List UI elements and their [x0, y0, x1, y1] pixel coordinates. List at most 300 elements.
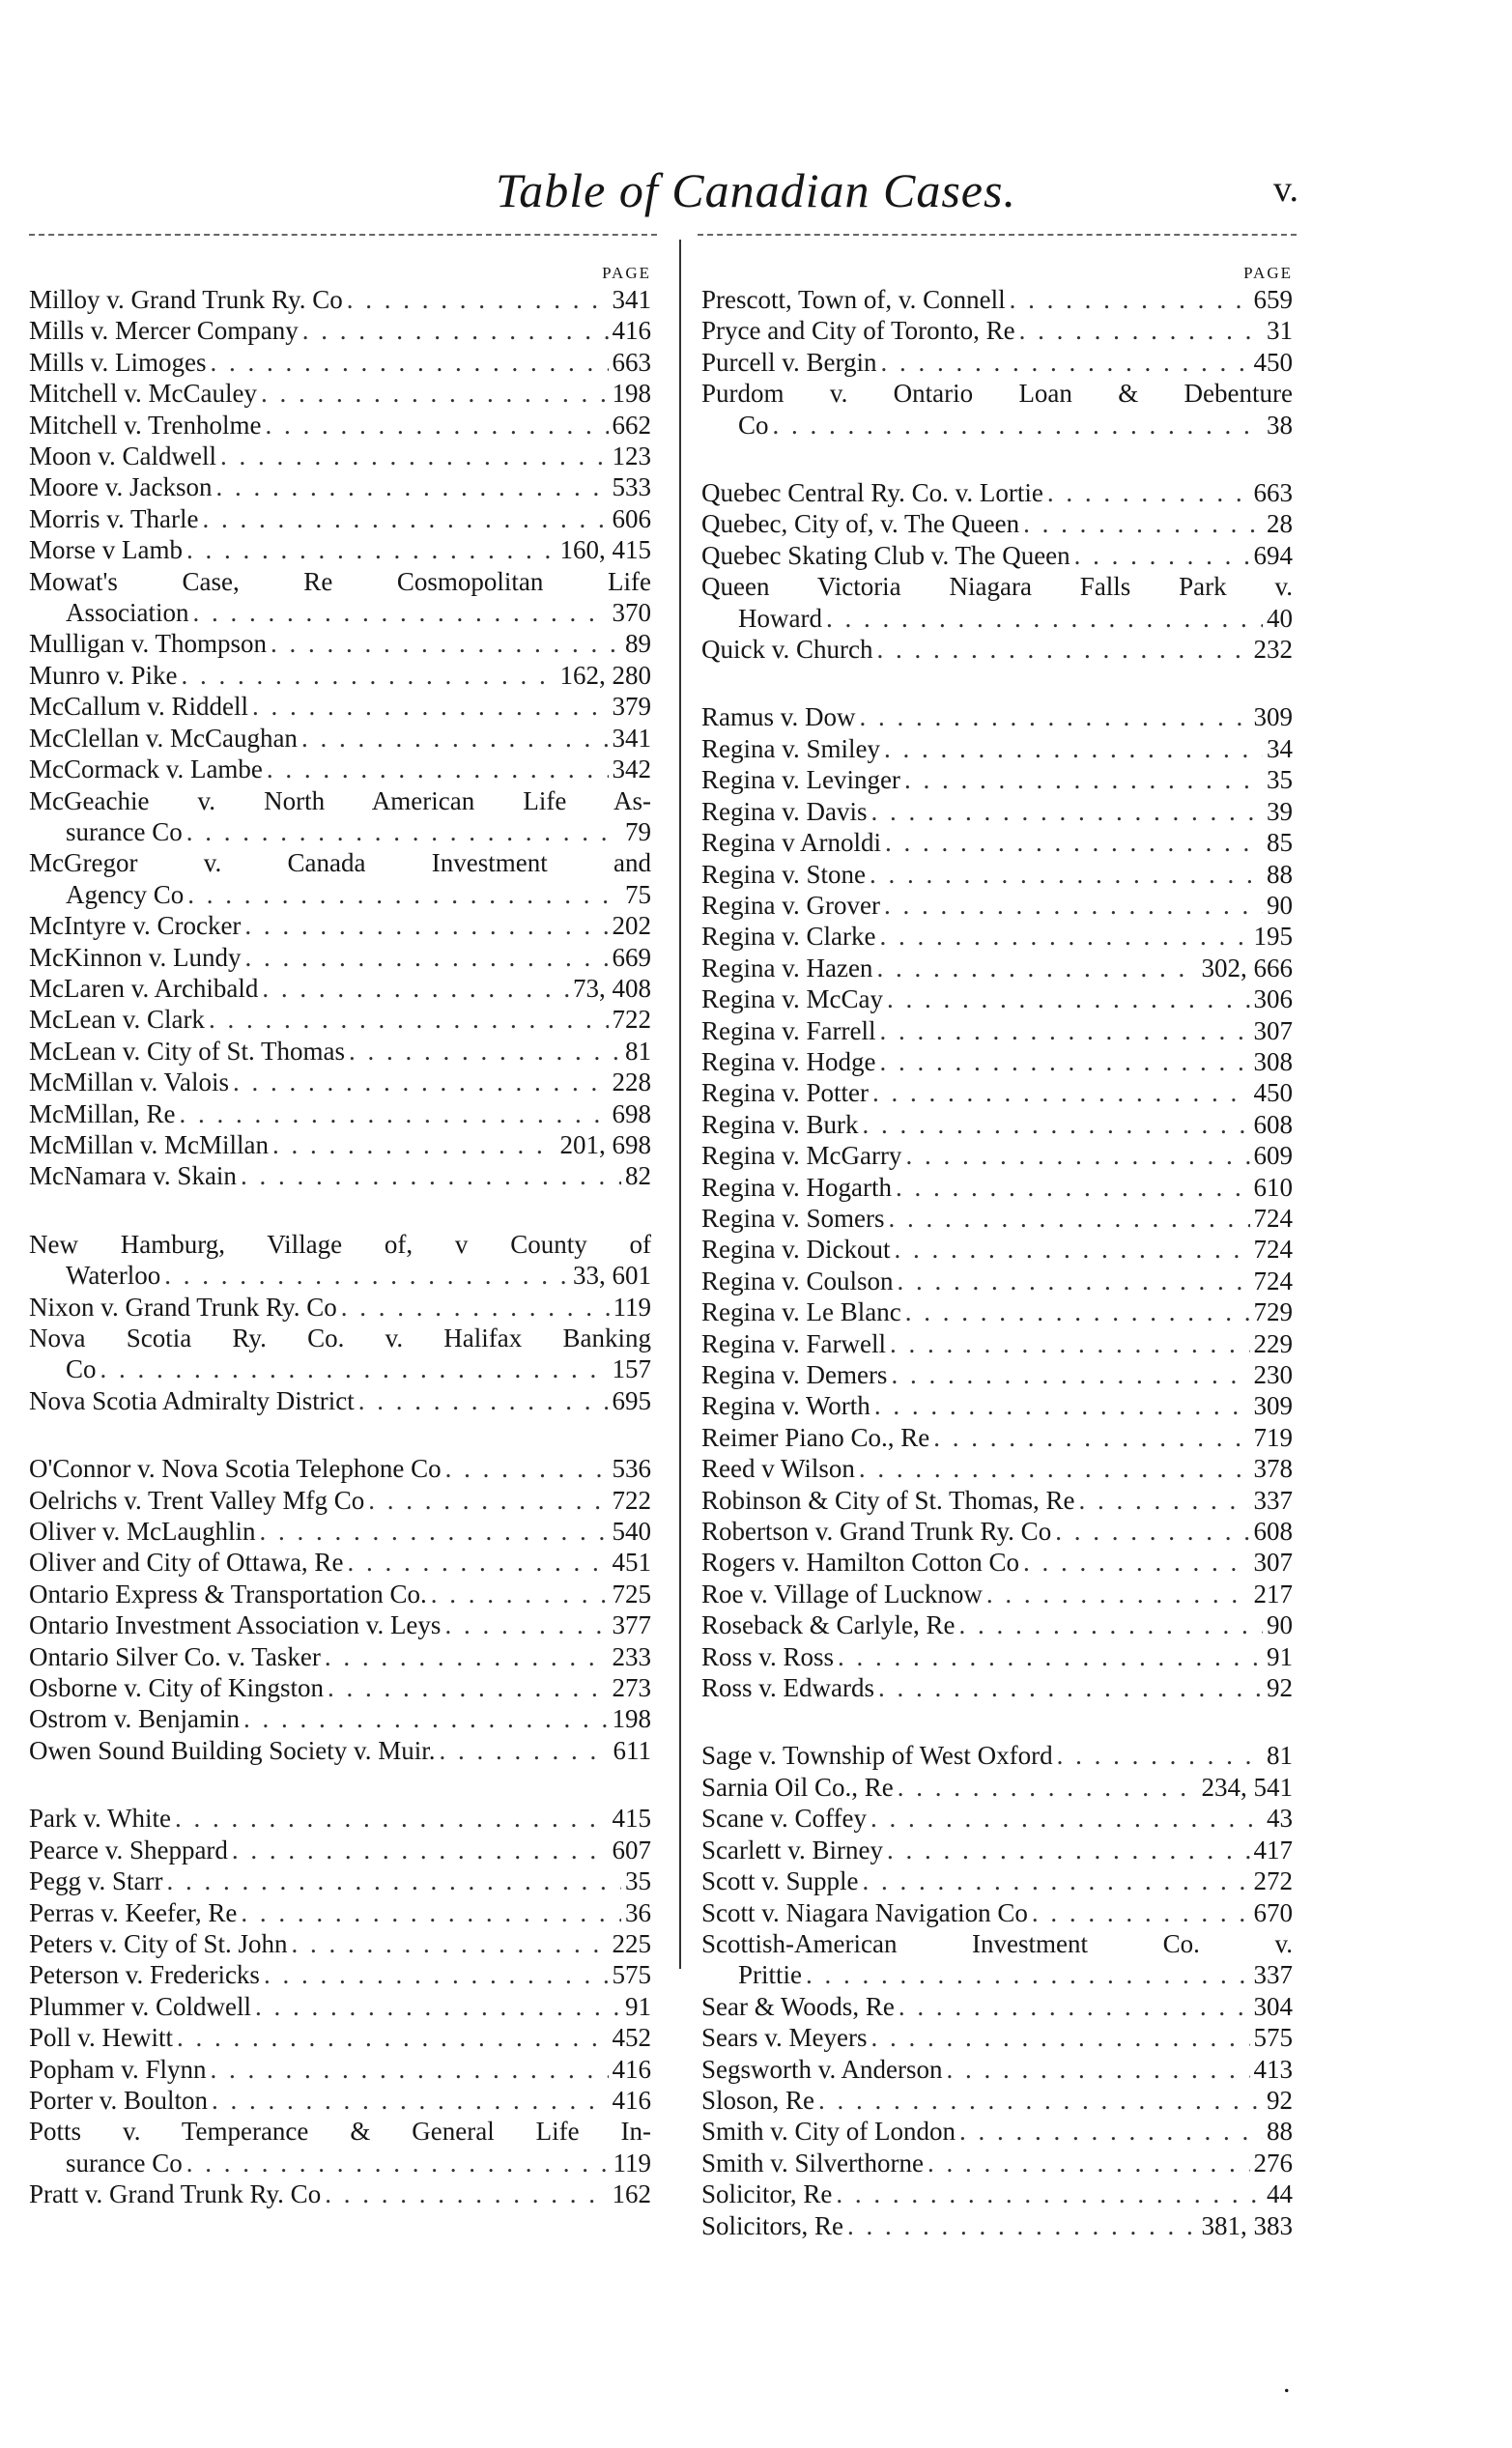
leader-dots [876, 634, 1249, 665]
case-entry [701, 2085, 1293, 2116]
case-entry [701, 953, 1293, 983]
case-name: Oelrichs v. Trent Valley Mfg Co [29, 1485, 365, 1515]
page-number: 43 [1267, 1804, 1293, 1834]
page-number: 378 [1253, 1454, 1293, 1484]
page-number: 341 [612, 285, 651, 314]
case-name: Segsworth v. Anderson [701, 2054, 943, 2084]
case-entry [701, 347, 1293, 378]
page-number: 201, 698 [559, 1129, 651, 1159]
leader-dots [904, 764, 1263, 795]
case-entry [701, 315, 1293, 346]
case-name: New Hamburg, Village of, v County of [29, 1229, 651, 1259]
case-name: Oliver v. McLaughlin [29, 1517, 256, 1547]
leader-dots [890, 1328, 1250, 1359]
leader-dots [862, 1109, 1249, 1140]
leader-dots [233, 1067, 609, 1097]
page-number: 33, 601 [573, 1261, 651, 1291]
case-entry [701, 1865, 1293, 1896]
case-name: Pearce v. Sheppard [29, 1835, 228, 1864]
leader-dots [1032, 1897, 1250, 1928]
leader-dots [244, 910, 608, 941]
page-number: 233 [612, 1641, 651, 1671]
page-number: 234, 541 [1201, 1772, 1293, 1802]
case-name: Ontario Silver Co. v. Tasker [29, 1641, 321, 1671]
case-entry [29, 1803, 651, 1834]
case-name-continuation: surance Co [66, 816, 183, 846]
case-entry [29, 1036, 651, 1067]
case-name-continuation: Co [66, 1354, 97, 1384]
case-name: O'Connor v. Nova Scotia Telephone Co [29, 1454, 442, 1484]
page-number: 273 [612, 1673, 651, 1703]
case-name: Roe v. Village of Lucknow [701, 1579, 983, 1608]
page-number: 90 [1267, 890, 1293, 920]
case-entry [701, 1077, 1293, 1108]
leader-dots [262, 973, 569, 1004]
case-entry [29, 471, 651, 502]
case-name: Peters v. City of St. John [29, 1928, 288, 1958]
page-number: 379 [612, 692, 651, 722]
leader-dots [211, 347, 609, 378]
page-number: 39 [1267, 796, 1293, 826]
case-name: Plummer v. Coldwell [29, 1991, 251, 2021]
leader-dots [445, 1453, 609, 1484]
case-entry [29, 378, 651, 409]
case-entry [701, 1422, 1293, 1453]
leader-dots [347, 1547, 608, 1578]
leader-dots [876, 953, 1197, 983]
page-number: 722 [612, 1005, 651, 1035]
case-name: Sears v. Meyers [701, 2023, 868, 2053]
case-entry [701, 859, 1293, 890]
leader-dots [870, 796, 1263, 827]
case-name: McLean v. Clark [29, 1005, 205, 1035]
case-entry [701, 1897, 1293, 1928]
leader-dots [896, 1172, 1250, 1203]
case-name: Ostrom v. Benjamin [29, 1704, 240, 1734]
leader-dots [818, 2085, 1263, 2116]
page-number: 724 [1253, 1266, 1293, 1295]
leader-dots [863, 1865, 1250, 1896]
leader-dots [959, 2116, 1263, 2147]
case-name-continuation: Howard [738, 603, 822, 633]
page-number: 663 [1253, 478, 1293, 508]
case-entry [701, 1453, 1293, 1484]
page-number: 38 [1267, 410, 1293, 440]
case-name: McMillan v. Valois [29, 1067, 229, 1097]
leader-dots [887, 1835, 1250, 1865]
case-name: Park v. White [29, 1804, 171, 1834]
page-number: 610 [1253, 1172, 1293, 1202]
page-number: 119 [613, 1292, 651, 1322]
page-number: 89 [625, 629, 651, 659]
header-rule-right [698, 234, 1297, 236]
page-number: 669 [612, 942, 651, 972]
case-entry [701, 2148, 1293, 2178]
case-entry [29, 1672, 651, 1703]
leader-dots [209, 1004, 609, 1035]
case-name: Regina v. Levinger [701, 765, 900, 795]
leader-dots [836, 2178, 1263, 2209]
case-name: McGregor v. Canada Investment and [29, 848, 651, 878]
page-number: 606 [612, 503, 651, 533]
case-entry [29, 1991, 651, 2022]
page-number: 91 [1267, 1641, 1293, 1671]
leader-dots [1057, 1740, 1263, 1771]
header-rule-left [29, 234, 657, 236]
leader-dots [874, 1390, 1250, 1421]
case-name: Regina v. Le Blanc [701, 1297, 901, 1327]
page-number: 162 [612, 2179, 651, 2209]
page-number: 202 [612, 911, 651, 941]
leader-dots [341, 1292, 610, 1323]
case-name: Ross v. Edwards [701, 1673, 874, 1703]
page-header [0, 162, 1512, 220]
leader-dots [272, 1129, 556, 1160]
case-entry [29, 942, 651, 973]
page-number: 306 [1253, 984, 1293, 1014]
left-case-list [29, 284, 651, 2210]
case-entry [701, 540, 1293, 571]
leader-dots [347, 284, 609, 315]
page-number: 450 [1253, 347, 1293, 377]
page-number: 35 [625, 1866, 651, 1896]
case-name: Regina v. McGarry [701, 1141, 902, 1171]
section-gap [701, 441, 1293, 477]
case-entry [701, 1991, 1293, 2022]
case-name: McMillan v. McMillan [29, 1129, 269, 1159]
case-entry [29, 1229, 651, 1292]
page-number: 724 [1253, 1235, 1293, 1265]
case-name: Regina v. Hodge [701, 1046, 876, 1076]
leader-dots [870, 2022, 1249, 2053]
leader-dots [241, 1160, 621, 1191]
page-number: 276 [1253, 2148, 1293, 2178]
case-name-continuation: Waterloo [66, 1261, 161, 1291]
case-name: Morris v. Tharle [29, 503, 199, 533]
page-number: 90 [1267, 1610, 1293, 1640]
case-name: Regina v. McCay [701, 984, 883, 1014]
case-name: Roseback & Carlyle, Re [701, 1610, 956, 1640]
leader-dots [891, 1359, 1249, 1390]
case-name: Regina v. Burk [701, 1109, 859, 1139]
leader-dots [859, 1453, 1250, 1484]
page-number: 82 [625, 1161, 651, 1191]
case-entry [701, 1234, 1293, 1265]
page-number: 611 [613, 1735, 651, 1765]
case-entry [29, 2178, 651, 2209]
case-name: Robinson & City of St. Thomas, Re [701, 1485, 1075, 1515]
case-name: Potts v. Temperance & General Life In- [29, 2117, 651, 2147]
case-entry [29, 847, 651, 910]
case-entry [701, 1485, 1293, 1516]
case-entry [701, 284, 1293, 315]
page-number: 609 [1253, 1141, 1293, 1171]
case-entry [701, 1203, 1293, 1234]
page-number: 119 [613, 2148, 651, 2178]
case-name: Sear & Woods, Re [701, 1991, 895, 2021]
section-gap [29, 1766, 651, 1803]
page-number: 75 [625, 879, 651, 909]
case-entry [29, 973, 651, 1004]
case-name: Regina v. Farwell [701, 1328, 886, 1358]
leader-dots [243, 1703, 609, 1734]
case-entry [701, 733, 1293, 764]
case-entry [29, 785, 651, 848]
page-number: 85 [1267, 828, 1293, 858]
case-entry [29, 691, 651, 722]
case-name: Pratt v. Grand Trunk Ry. Co [29, 2179, 322, 2209]
leader-dots [302, 315, 609, 346]
case-entry [29, 1641, 651, 1672]
case-name: Regina v. Coulson [701, 1266, 894, 1295]
leader-dots [301, 723, 609, 754]
case-name: Scott v. Supple [701, 1866, 859, 1896]
page-number: 195 [1253, 922, 1293, 952]
case-name: Nova Scotia Admiralty District [29, 1385, 355, 1415]
leader-dots [202, 503, 608, 534]
page-number: 88 [1267, 2117, 1293, 2147]
case-entry [701, 827, 1293, 858]
leader-dots [879, 1046, 1249, 1077]
leader-dots [440, 1735, 610, 1766]
case-entry [29, 1292, 651, 1323]
leader-dots [878, 1672, 1263, 1703]
case-name: McKinnon v. Lundy [29, 942, 242, 972]
page-number: 416 [612, 2085, 651, 2115]
leader-dots [252, 691, 609, 722]
right-column [701, 263, 1293, 2241]
case-name: Ontario Express & Transportation Co. [29, 1579, 427, 1608]
page-number: 232 [1253, 635, 1293, 665]
case-name: Purdom v. Ontario Loan & Debenture [701, 379, 1293, 409]
leader-dots [826, 603, 1263, 634]
page-number: 123 [612, 441, 651, 471]
case-name: Quick v. Church [701, 635, 873, 665]
page-number: 36 [625, 1897, 651, 1927]
leader-dots [879, 921, 1249, 952]
leader-dots [870, 859, 1263, 890]
case-name: Perras v. Keefer, Re [29, 1897, 238, 1927]
case-name: Nixon v. Grand Trunk Ry. Co [29, 1292, 337, 1322]
case-entry [29, 1485, 651, 1516]
page-number: 81 [625, 1036, 651, 1066]
case-entry [29, 1547, 651, 1578]
leader-dots [838, 1641, 1263, 1672]
case-entry [701, 921, 1293, 952]
page-number: 228 [612, 1067, 651, 1097]
case-entry [29, 2054, 651, 2085]
page-number: 662 [612, 410, 651, 440]
case-entry [701, 983, 1293, 1014]
case-name: Moon v. Caldwell [29, 441, 216, 471]
case-entry [701, 1328, 1293, 1359]
case-entry [29, 347, 651, 378]
page-number: 452 [612, 2023, 651, 2053]
case-entry [29, 284, 651, 315]
case-entry [701, 2054, 1293, 2085]
leader-dots [166, 1865, 621, 1896]
page-number: 272 [1253, 1866, 1293, 1896]
page-number: 92 [1267, 2085, 1293, 2115]
case-name: Mitchell v. Trenholme [29, 410, 262, 440]
case-name: Regina v. Davis [701, 796, 868, 826]
case-entry [29, 1129, 651, 1160]
case-name: Regina v. Potter [701, 1078, 869, 1108]
page-number: 694 [1253, 540, 1293, 570]
case-name: Munro v. Pike [29, 660, 178, 690]
case-name: Owen Sound Building Society v. Muir. [29, 1735, 436, 1765]
case-entry [29, 441, 651, 471]
page-number: 370 [612, 598, 651, 628]
case-name-continuation: surance Co [66, 2148, 183, 2178]
case-entry [701, 508, 1293, 539]
leader-dots [325, 2178, 608, 2209]
leader-dots [884, 890, 1263, 921]
leader-dots [349, 1036, 621, 1067]
case-name: Quebec, City of, v. The Queen [701, 509, 1020, 539]
case-name: Moore v. Jackson [29, 472, 213, 502]
leader-dots [187, 879, 621, 910]
page-number: 725 [612, 1579, 651, 1608]
page-title: Table of Canadian Cases. [496, 163, 1016, 217]
page-number: 417 [1253, 1835, 1293, 1864]
case-entry [29, 534, 651, 565]
case-name: Ontario Investment Association v. Leys [29, 1610, 442, 1640]
page-number: 533 [612, 472, 651, 502]
case-name: McMillan, Re [29, 1098, 176, 1128]
case-entry [29, 628, 651, 659]
page-number: 451 [612, 1548, 651, 1578]
case-name: Purcell v. Bergin [701, 347, 877, 377]
case-name: Ross v. Ross [701, 1641, 835, 1671]
page-number: 40 [1267, 603, 1293, 633]
leader-dots [894, 1234, 1249, 1265]
stray-mark: . [1283, 2367, 1291, 2399]
page-number: 160, 415 [559, 535, 651, 565]
page-column-heading-right: PAGE [1243, 264, 1293, 282]
page-number: 35 [1267, 765, 1293, 795]
leader-dots [887, 983, 1250, 1014]
case-entry [29, 1323, 651, 1385]
page-number: 309 [1253, 702, 1293, 732]
leader-dots [847, 2210, 1198, 2241]
leader-dots [898, 1772, 1198, 1803]
page-number: 377 [612, 1610, 651, 1640]
leader-dots [958, 1609, 1263, 1640]
left-column [29, 263, 651, 2210]
page-number: 28 [1267, 509, 1293, 539]
case-name: Oliver and City of Ottawa, Re [29, 1548, 344, 1578]
page-number: 695 [612, 1385, 651, 1415]
leader-dots [175, 1803, 609, 1834]
leader-dots [1019, 315, 1263, 346]
page-number: 540 [612, 1517, 651, 1547]
page-number: 225 [612, 1928, 651, 1958]
leader-dots [1047, 477, 1250, 508]
leader-dots [179, 1098, 608, 1129]
page-number: 416 [612, 2054, 651, 2084]
leader-dots [271, 628, 621, 659]
case-name: Queen Victoria Niagara Falls Park v. [701, 572, 1293, 602]
case-entry [29, 1160, 651, 1191]
leader-dots [431, 1579, 609, 1609]
page-number: 659 [1253, 285, 1293, 314]
case-entry [701, 796, 1293, 827]
leader-dots [884, 733, 1263, 764]
case-entry [29, 1579, 651, 1609]
case-entry [701, 1928, 1293, 1991]
page-number: 663 [612, 347, 651, 377]
case-entry [29, 754, 651, 784]
case-name: Regina v. Clarke [701, 922, 876, 952]
case-entry [701, 378, 1293, 441]
page-number: 198 [612, 379, 651, 409]
leader-dots [1023, 508, 1263, 539]
case-entry [701, 1359, 1293, 1390]
case-name: Regina v. Grover [701, 890, 880, 920]
case-entry [701, 2022, 1293, 2053]
case-entry [29, 503, 651, 534]
page-number: 309 [1253, 1391, 1293, 1421]
case-entry [701, 571, 1293, 634]
page-number: 341 [612, 723, 651, 753]
case-name: Regina v. Worth [701, 1391, 870, 1421]
page-number: 307 [1253, 1548, 1293, 1578]
leader-dots [177, 2022, 608, 2053]
case-entry [701, 1140, 1293, 1171]
case-name: Quebec Skating Club v. The Queen [701, 540, 1070, 570]
case-name: Mulligan v. Thompson [29, 629, 268, 659]
leader-dots [241, 1897, 621, 1928]
leader-dots [292, 1928, 609, 1959]
page-column-heading-left: PAGE [602, 264, 651, 282]
page-number: 229 [1253, 1328, 1293, 1358]
page-number: 79 [625, 816, 651, 846]
case-name: Nova Scotia Ry. Co. v. Halifax Banking [29, 1324, 651, 1352]
case-entry [701, 2178, 1293, 2209]
case-name: Regina v. Hogarth [701, 1172, 892, 1202]
case-name: Solicitor, Re [701, 2179, 833, 2209]
case-name: Regina v. Hazen [701, 953, 873, 982]
case-entry [29, 1385, 651, 1416]
page-number: 575 [1253, 2023, 1293, 2053]
leader-dots [267, 754, 609, 784]
leader-dots [244, 942, 608, 973]
case-entry [29, 1609, 651, 1640]
leader-dots [266, 410, 609, 441]
case-name: McGeachie v. North American Life As- [29, 785, 651, 815]
leader-dots [368, 1485, 608, 1516]
leader-dots [870, 1803, 1263, 1834]
leader-dots [1055, 1516, 1249, 1547]
case-entry [29, 723, 651, 754]
case-name: Osborne v. City of Kingston [29, 1673, 324, 1703]
case-entry [701, 1172, 1293, 1203]
case-name: Sarnia Oil Co., Re [701, 1772, 894, 1802]
page-number: 575 [612, 1960, 651, 1990]
page-number: 698 [612, 1098, 651, 1128]
leader-dots [259, 1516, 608, 1547]
page-number: 416 [612, 316, 651, 346]
case-name: Regina v. Dickout [701, 1235, 891, 1265]
case-name: Prescott, Town of, v. Connell [701, 285, 1006, 314]
leader-dots [255, 1991, 621, 2022]
case-name: Peterson v. Fredericks [29, 1960, 260, 1990]
case-entry [701, 1772, 1293, 1803]
page-number: 91 [625, 1991, 651, 2021]
leader-dots [872, 1077, 1250, 1108]
page-number: 162, 280 [559, 660, 651, 690]
